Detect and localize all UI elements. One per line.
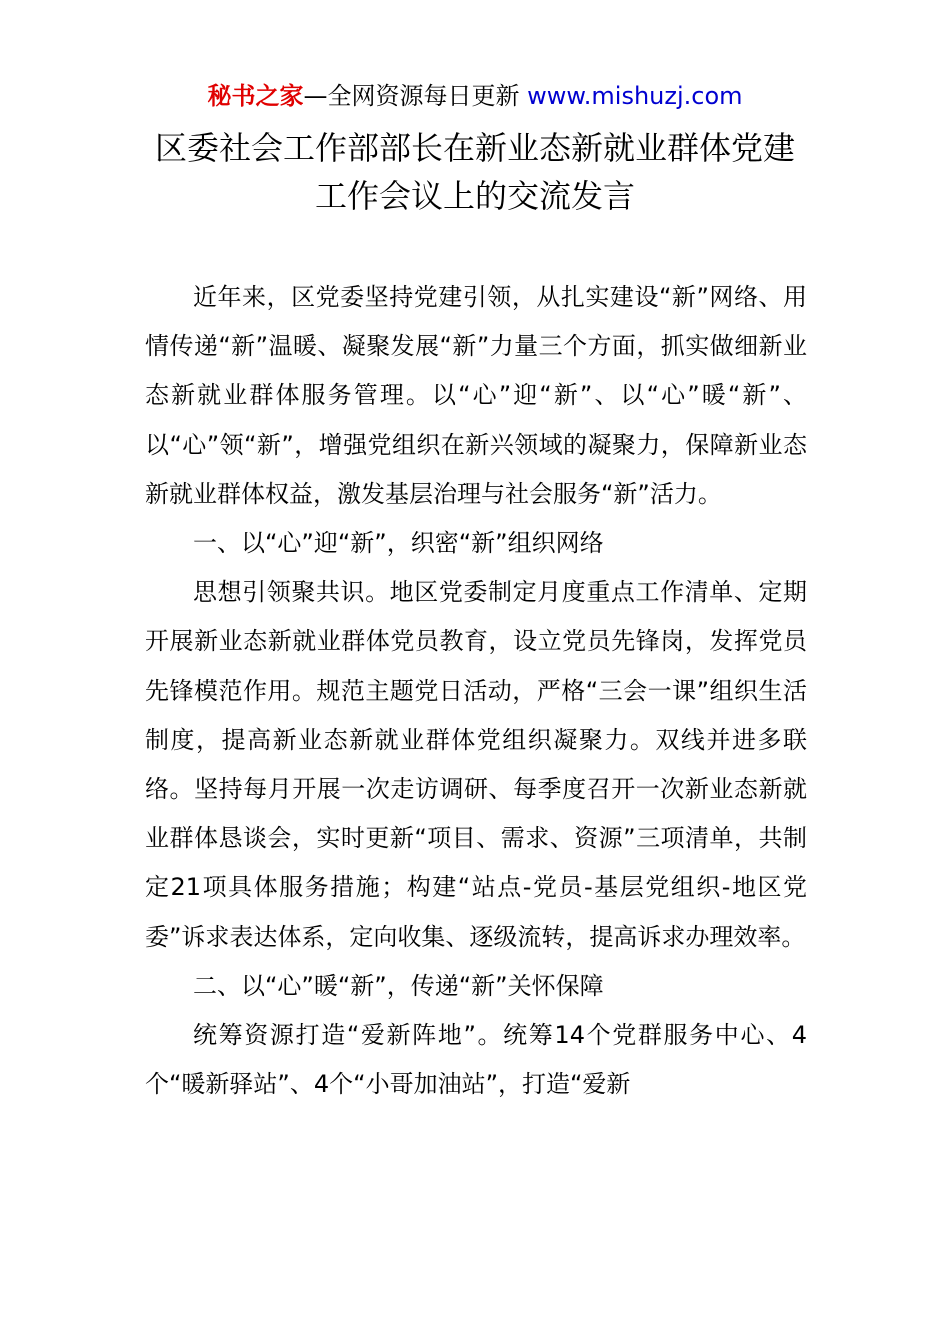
document-body bbox=[145, 273, 807, 1109]
section-2-paragraph: 统筹资源打造“爱新阵地”。统筹14个党群服务中心、4个“暖新驿站”、4个“小哥加油站”，打造“爱新 bbox=[145, 1021, 807, 1099]
site-header bbox=[0, 78, 950, 114]
title-line-1: 区委社会工作部部长在新业态新就业群体党建 bbox=[154, 129, 795, 167]
section-heading-1: 一、以“心”迎“新”，织密“新”组织网络 bbox=[193, 529, 604, 558]
site-brand: 秘书之家 bbox=[207, 82, 304, 110]
title-line-2: 工作会议上的交流发言 bbox=[314, 177, 635, 215]
site-url-link[interactable]: www.mishuzj.com bbox=[527, 82, 743, 110]
intro-paragraph: 近年来，区党委坚持党建引领，从扎实建设“新”网络、用情传递“新”温暖、凝聚发展“新”力量三个方面，抓实做细新业态新就业群体服务管理。以“心”迎“新”、以“心”暖“新”、以“心”领“新”，增强党组织在新兴领域的凝聚力，保障新业态新就业群体权益，激发基层治理与社会服务“新”活力。 bbox=[145, 283, 807, 508]
document-title bbox=[0, 124, 950, 220]
section-1-paragraph: 思想引领聚共识。地区党委制定月度重点工作清单、定期开展新业态新就业群体党员教育，设立党员先锋岗，发挥党员先锋模范作用。规范主题党日活动，严格“三会一课”组织生活制度，提高新业态新就业群体党组织凝聚力。双线并进多联络。坚持每月开展一次走访调研、每季度召开一次新业态新就业群体恳谈会，实时更新“项目、需求、资源”三项清单，共制定21项具体服务措施；构建“站点-党员-基层党组织-地区党委”诉求表达体系，定向收集、逐级流转，提高诉求办理效率。 bbox=[145, 578, 807, 951]
section-heading-2: 二、以“心”暖“新”，传递“新”关怀保障 bbox=[193, 971, 604, 1000]
site-tagline: —全网资源每日更新 bbox=[303, 82, 528, 110]
